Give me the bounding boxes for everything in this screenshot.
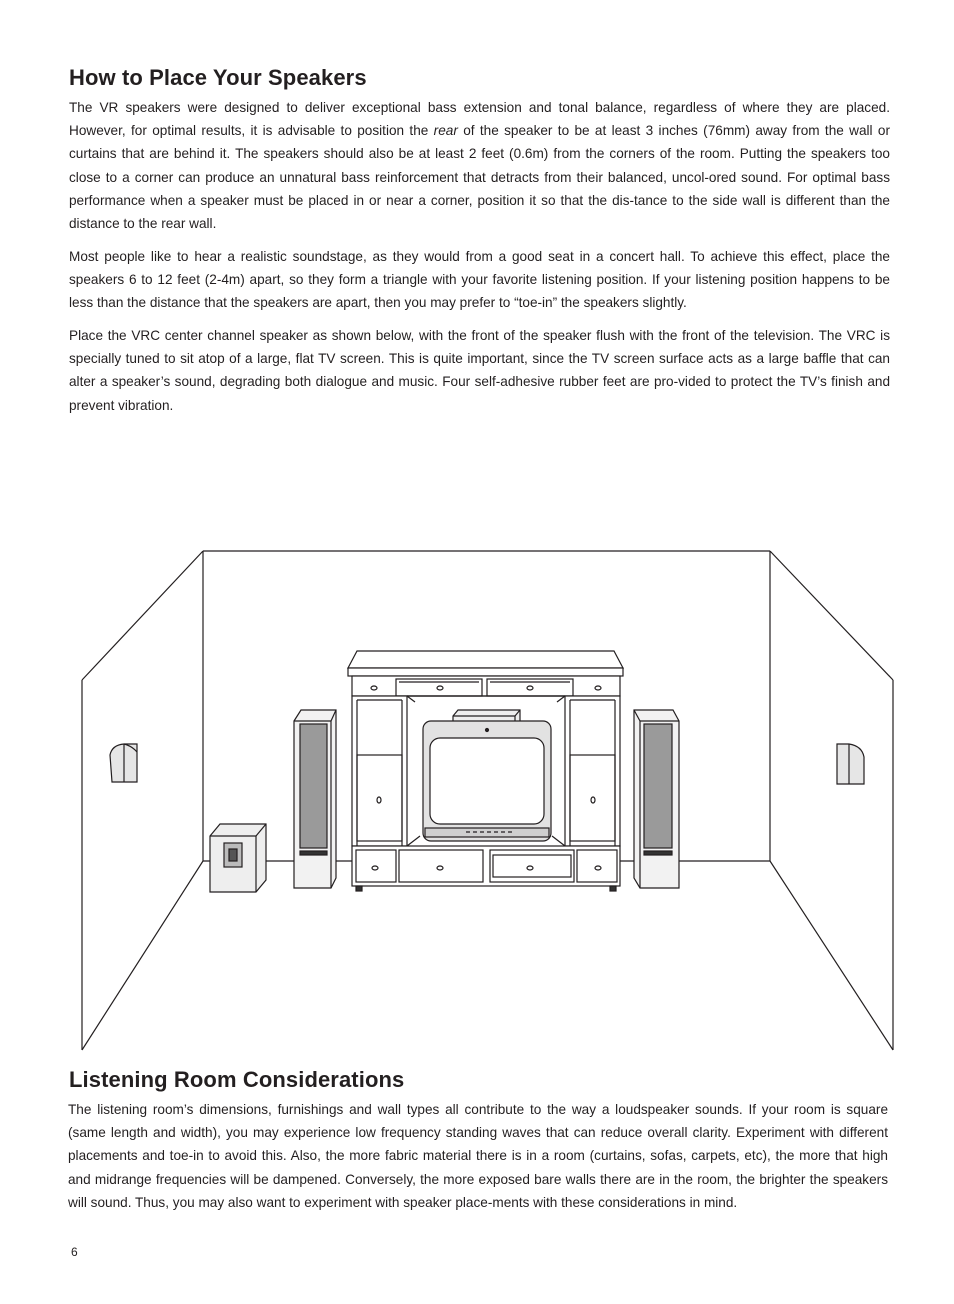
section-title-room-considerations: Listening Room Considerations [69,1067,405,1092]
paragraph-text: of the speaker to be at least 3 inches (76mm) away from the wall or curtains that are behind it. The speakers should also be at least 2 feet (0.6m) from the corners of the room. Putting the speakers too close to a corner can produce an unnatural bass reinforcement that detracts from their balanced, uncol-ored sound. For optimal bass performance when a speaker must be placed in or near a corner, position it so that the dis-tance to the side wall is different than the distance to the rear wall. [69,123,890,232]
section-title-speaker-placement: How to Place Your Speakers [69,65,367,90]
left-surround-speaker [110,744,137,782]
paragraph-placement-intro [69,96,890,235]
paragraph-text: The VR speakers were designed to deliver exceptional bass extension and tonal balance, regardless of where they are placed. However, for optimal results, it is advisable to position the [69,100,890,139]
paragraph-center-channel: Place the VRC center channel speaker as shown below, with the front of the speaker flush with the front of the television. The VRC is specially tuned to sit atop of a large, flat TV screen. This is quite important, since the TV screen surface acts as a large baffle that can alter a speaker’s sound, degrading both dialogue and music. Four self-adhesive rubber feet are pro-vided to protect the TV’s finish and prevent vibration. [69,328,890,413]
left-tower-speaker [294,710,336,888]
subwoofer [210,824,266,892]
home-theater-room-illustration [0,540,954,1060]
page-number: 6 [71,1245,78,1259]
paragraph-soundstage: Most people like to hear a realistic soundstage, as they would from a good seat in a concert hall. To achieve this effect, place the speakers 6 to 12 feet (2-4m) apart, so they form a triangle with your favorite listening position. If your listening position happens to be less than the distance that the speakers are apart, then you may prefer to “toe-in” the speakers slightly. [69,249,890,311]
paragraph-room-considerations: The listening room’s dimensions, furnishings and wall types all contribute to the way a loudspeaker sounds. If your room is square (same length and width), you may experience low frequency standing waves that can reduce overall clarity. Experiment with different placements and toe-in to avoid this. Also, the more fabric material there is in a room (curtains, sofas, carpets, etc), the more that high and midrange frequencies will be dampened. Conversely, the more exposed bare walls there are in the room, the brighter the speakers will sound. Thus, you may also want to experiment with speaker place-ments with these considerations in mind. [68,1102,888,1210]
right-tower-speaker [634,710,679,888]
right-surround-speaker [837,744,864,784]
emphasis-rear: rear [433,123,458,139]
television [423,721,551,841]
